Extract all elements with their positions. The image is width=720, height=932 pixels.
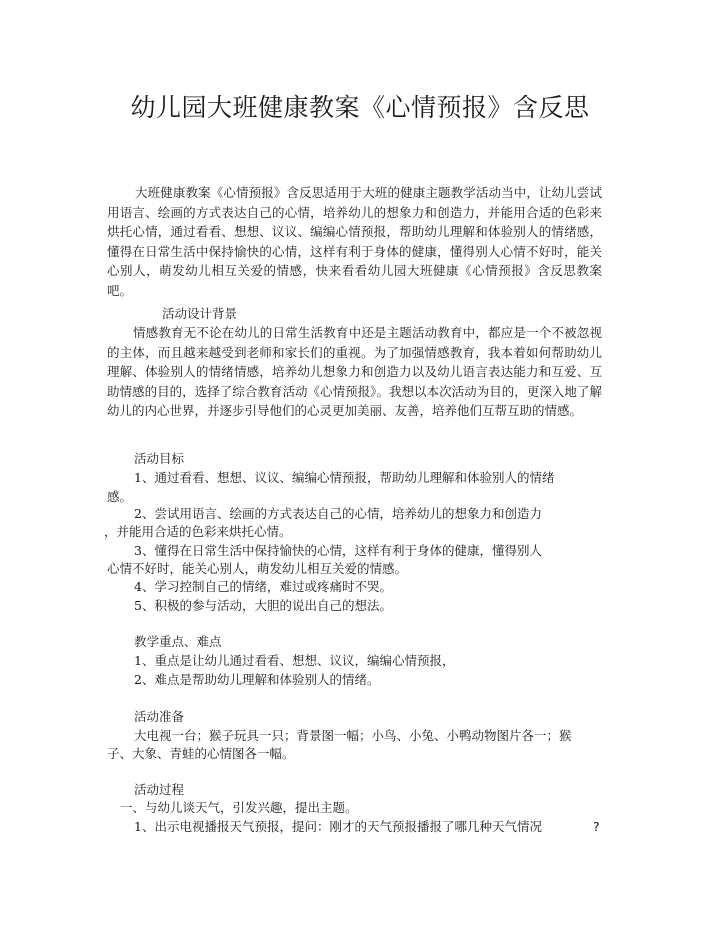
background-paragraph: 情感教育无不论在幼儿的日常生活教育中还是主题活动教育中，都应是一个不被忽视的主体，而且越来越受到老师和家长们的重视。为了加强情感教育，我本着如何帮助幼儿理解、体验别人的情绪情感，培养幼儿想象力和创造力以及幼儿语言表达能力和互爱、互助情感的目的，选择了综合教育活动《心情预报》。我想以本次活动为目的，更深入地了解幼儿的内心世界，并逐步引导他们的心灵更加美丽、友善，培养他们互帮互助的情感。	[107, 325, 602, 418]
goal-item-1: 1、通过看看、想想、议议、编编心情预报，帮助幼儿理解和体验别人的情绪	[134, 470, 555, 485]
goal-item-5: 5、积极的参与活动，大胆的说出自己的想法。	[134, 598, 392, 613]
document-title: 幼儿园大班健康教案《心情预报》含反思	[130, 93, 590, 122]
keypoint-item-2: 2、难点是帮助幼儿理解和体验别人的情绪。	[134, 672, 380, 687]
process-step-1-1-question-mark: ?	[593, 819, 600, 834]
background-heading: 活动设计背景	[162, 306, 238, 321]
process-heading: 活动过程	[134, 782, 185, 797]
goal-item-2: 2、尝试用语言、绘画的方式表达自己的心情，培养幼儿的想象力和创造力	[134, 506, 542, 521]
keypoints-heading: 教学重点、难点	[134, 634, 222, 649]
process-step-1-1: 1、出示电视播报天气预报，提问：刚才的天气预报播报了哪几种天气情况	[134, 819, 542, 834]
intro-paragraph: 大班健康教案《心情预报》含反思适用于大班的健康主题教学活动当中，让幼儿尝试用语言、绘画的方式表达自己的心情，培养幼儿的想象力和创造力，并能用合适的色彩来烘托心情，通过看看、想想、议议、编编心情预报，帮助幼儿理解和体验别人的情绪感，懂得在日常生活中保持愉快的心情，这样有利于身体的健康，懂得别人心情不好时，能关心别人，萌发幼儿相互关爱的情感，快来看看幼儿园大班健康《心情预报》含反思教案吧。	[107, 185, 602, 298]
preparation-line-2: 子、大象、青蛙的心情图各一幅。	[107, 746, 295, 761]
goal-item-3: 3、懂得在日常生活中保持愉快的心情，这样有利于身体的健康，懂得别人	[134, 543, 542, 558]
process-step-1: 一、与幼儿谈天气，引发兴趣，提出主题。	[120, 800, 358, 815]
goal-item-1-cont: 感。	[107, 489, 133, 504]
goal-item-4: 4、学习控制自己的情绪，难过或疼痛时不哭。	[134, 579, 392, 594]
goals-heading: 活动目标	[134, 451, 185, 466]
keypoint-item-1: 1、重点是让幼儿通过看看、想想、议议，编编心情预报，	[134, 653, 455, 668]
preparation-line-1: 大电视一台；猴子玩具一只；背景图一幅；小鸟、小兔、小鸭动物图片各一；猴	[134, 728, 572, 743]
goal-item-3-cont: 心情不好时，能关心别人，萌发幼儿相互关爱的情感。	[107, 561, 408, 576]
goal-item-2-cont: ，并能用合适的色彩来烘托心情。	[104, 524, 292, 539]
preparation-heading: 活动准备	[134, 709, 185, 724]
